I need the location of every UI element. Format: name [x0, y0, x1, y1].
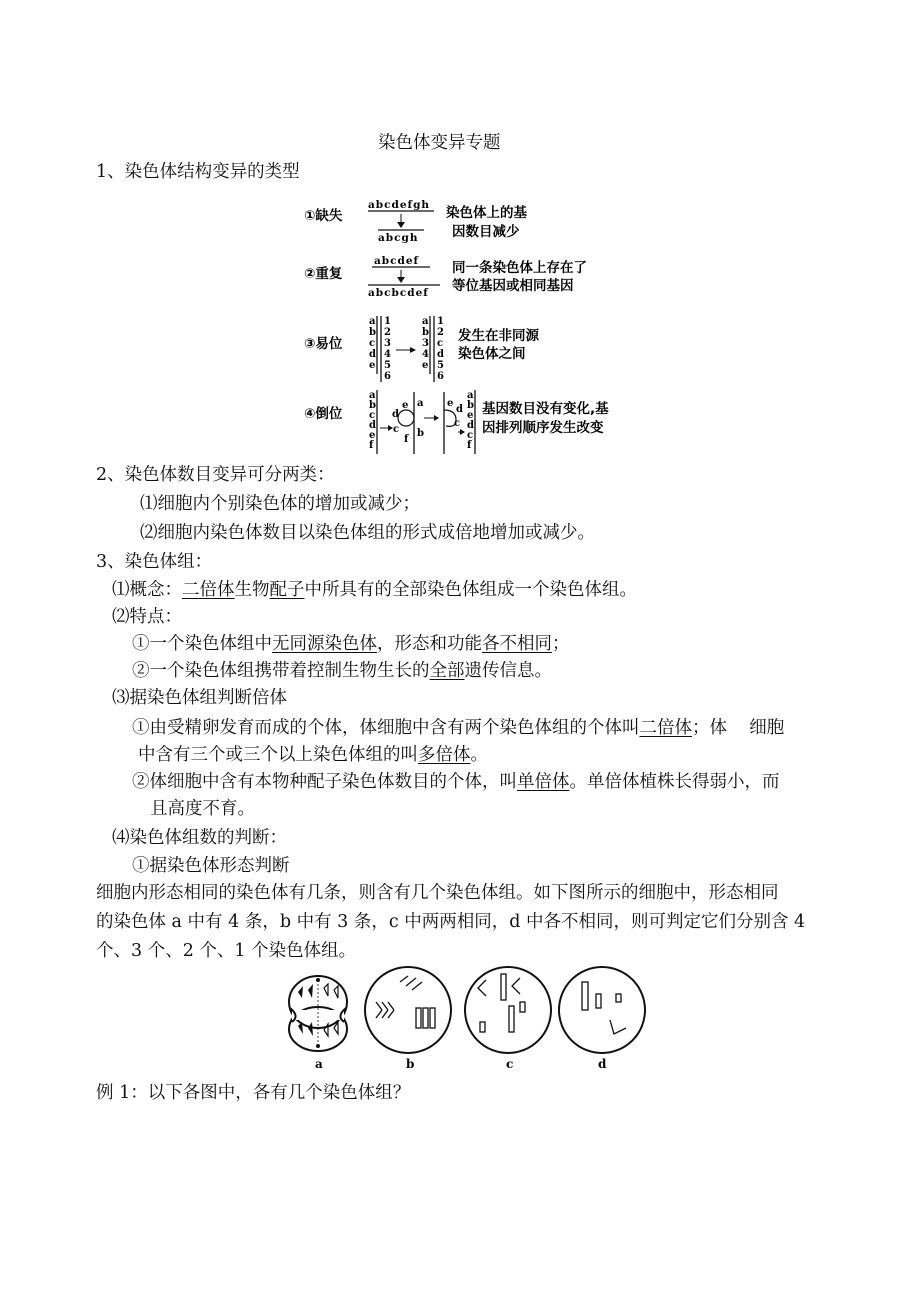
svg-text:3: 3: [422, 338, 429, 349]
svg-text:e: e: [422, 360, 429, 371]
svg-text:e: e: [467, 410, 474, 421]
svg-text:f: f: [404, 434, 409, 445]
method-1: ①据染色体形态判断: [132, 856, 290, 876]
traits-heading: ⑵特点：: [112, 607, 182, 627]
section-1-heading: 1、染色体结构变异的类型: [96, 162, 300, 182]
svg-text:a: a: [369, 390, 376, 401]
svg-text:b: b: [369, 400, 376, 411]
svg-text:3: 3: [384, 338, 391, 349]
svg-text:d: d: [437, 349, 444, 360]
deletion-after-seq: abcgh: [378, 232, 419, 244]
svg-text:2: 2: [384, 327, 391, 338]
inversion-desc-2: 因排列顺序发生改变: [482, 420, 604, 436]
structure-variation-figure: [296, 192, 636, 460]
cell-a: [289, 976, 347, 1051]
svg-text:d: d: [467, 420, 474, 431]
svg-text:a: a: [417, 398, 424, 409]
duplication-desc-1: 同一条染色体上存在了: [452, 260, 587, 276]
svg-text:b: b: [369, 327, 376, 338]
translocation-label: ③易位: [304, 336, 343, 352]
svg-text:c: c: [437, 338, 444, 349]
svg-text:d: d: [369, 420, 376, 431]
inversion-after: [467, 390, 475, 454]
duplication-before-seq: abcdef: [374, 255, 420, 267]
svg-text:5: 5: [437, 360, 444, 371]
svg-text:c: c: [369, 410, 376, 421]
svg-text:4: 4: [384, 349, 391, 360]
svg-text:a: a: [369, 316, 376, 327]
svg-text:b: b: [417, 428, 424, 439]
deletion-desc-1: 染色体上的基: [446, 205, 527, 221]
svg-text:4: 4: [422, 349, 429, 360]
svg-text:d: d: [369, 349, 376, 360]
svg-text:5: 5: [384, 360, 391, 371]
ploidy-point-2-cont: 且高度不育。: [150, 799, 255, 819]
duplication-desc-2: 等位基因或相同基因: [452, 278, 574, 294]
section-2-item-2: ⑵细胞内染色体数目以染色体组的形式成倍地增加或减少。: [140, 523, 595, 543]
translocation-desc-1: 发生在非同源: [458, 328, 539, 344]
svg-text:6: 6: [437, 371, 444, 382]
translocation-before: [369, 316, 391, 382]
duplication-after-seq: abcbcdef: [368, 287, 429, 299]
svg-text:f: f: [467, 440, 472, 451]
svg-text:e: e: [369, 430, 376, 441]
svg-text:f: f: [369, 440, 374, 451]
svg-text:2: 2: [437, 327, 444, 338]
svg-text:1: 1: [437, 316, 444, 327]
trait-1: ①一个染色体组中无同源染色体，形态和功能各不相同；: [132, 634, 570, 654]
paragraph-line-3: 个、3 个、2 个、1 个染色体组。: [96, 941, 357, 961]
ploidy-point-1: ①由受精卵发育而成的个体，体细胞中含有两个染色体组的个体叫二倍体；体 细胞: [132, 718, 785, 738]
example-1: 例 1：以下各图中，各有几个染色体组？: [96, 1083, 411, 1103]
cell-c: [465, 967, 551, 1053]
ploidy-heading: ⑶据染色体组判断倍体: [112, 688, 287, 708]
section-2-item-1: ⑴细胞内个别染色体的增加或减少；: [140, 494, 420, 514]
ploidy-point-1-cont: 中含有三个或三个以上染色体组的叫多倍体。: [138, 745, 488, 765]
inversion-after-loop: [444, 392, 463, 454]
svg-text:1: 1: [384, 316, 391, 327]
svg-text:c: c: [369, 338, 376, 349]
section-3-heading: 3、染色体组：: [96, 552, 213, 572]
ploidy-point-2: ②体细胞中含有本物种配子染色体数目的个体，叫单倍体。单倍体植株长得弱小，而: [132, 772, 780, 792]
translocation-desc-2: 染色体之间: [458, 346, 526, 362]
deletion-label: ①缺失: [304, 208, 343, 224]
cell-d: [559, 967, 645, 1053]
section-2-heading: 2、染色体数目变异可分两类：: [96, 465, 335, 485]
translocation-after: [422, 316, 444, 382]
caption-c: c: [506, 1057, 514, 1071]
paragraph-line-2: 的染色体 a 中有 4 条，b 中有 3 条，c 中两两相同，d 中各不相同，则可判定它们分别含 4: [96, 912, 806, 932]
svg-text:a: a: [422, 316, 429, 327]
svg-text:6: 6: [384, 371, 391, 382]
concept-line: ⑴概念：二倍体生物配子中所具有的全部染色体组成一个染色体组。: [112, 580, 637, 600]
trait-2: ②一个染色体组携带着控制生物生长的全部遗传信息。: [132, 661, 552, 681]
inversion-desc-1: 基因数目没有变化,基: [482, 401, 609, 417]
caption-b: b: [406, 1057, 415, 1071]
svg-text:d: d: [456, 404, 463, 415]
page-title: 染色体变异专题: [378, 133, 501, 153]
caption-d: d: [598, 1057, 607, 1071]
svg-text:d: d: [392, 409, 399, 420]
count-heading: ⑷染色体组数的判断：: [112, 828, 287, 848]
svg-text:e: e: [369, 360, 376, 371]
inversion-before: [369, 390, 377, 454]
svg-text:c: c: [467, 430, 474, 441]
cells-figure: [280, 964, 660, 1074]
duplication-label: ②重复: [304, 266, 343, 282]
svg-text:c: c: [393, 424, 400, 435]
svg-text:e: e: [402, 400, 409, 411]
svg-text:b: b: [467, 400, 474, 411]
caption-a: a: [315, 1057, 323, 1071]
cell-b: [365, 967, 451, 1053]
svg-text:e: e: [447, 398, 454, 409]
paragraph-line-1: 细胞内形态相同的染色体有几条，则含有几个染色体组。如下图所示的细胞中，形态相同: [96, 883, 779, 903]
svg-text:b: b: [422, 327, 429, 338]
svg-text:a: a: [467, 390, 474, 401]
deletion-desc-2: 因数目减少: [452, 224, 520, 240]
inversion-label: ④倒位: [304, 406, 343, 422]
svg-text:c: c: [454, 418, 461, 429]
deletion-before-seq: abcdefgh: [368, 199, 431, 211]
inversion-loop: [392, 392, 424, 454]
